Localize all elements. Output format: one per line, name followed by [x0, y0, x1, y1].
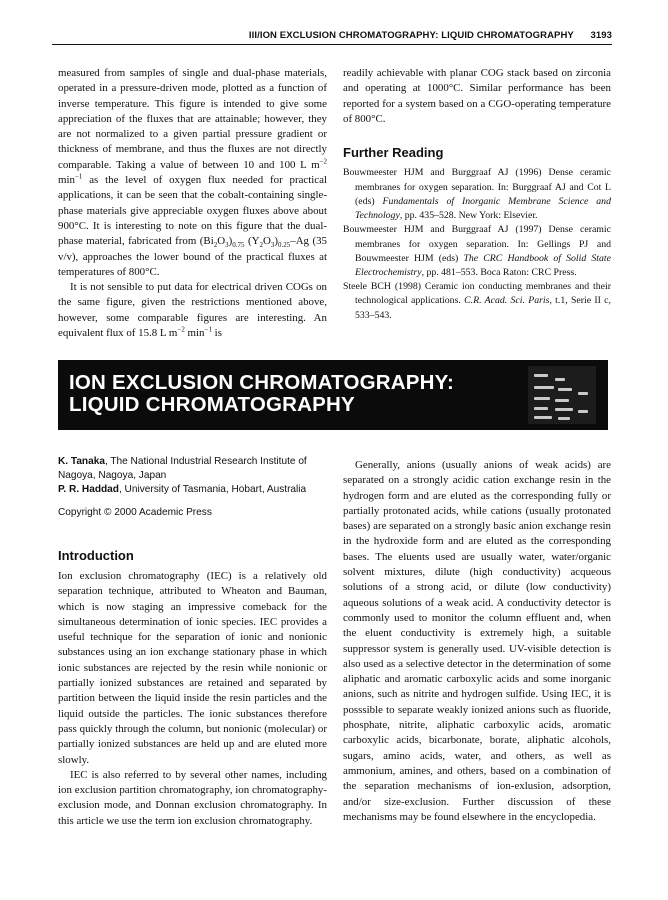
- intro-paragraph-2: IEC is also referred to by several other names, including ion exclusion partition chromatography, ion chromatography-exclusion mode, and Donnan exclusion chromatography. In this article we use the term ion exclusion chromatography.: [58, 768, 327, 827]
- band: [578, 392, 588, 395]
- intro-paragraph-1: Ion exclusion chromatography (IEC) is a relatively old separation technique, attributed to Wheaton and Bauman, which is now staging an impressive comeback for the simultaneous determination of ionic species. IEC provides a useful technique for the separation of ionic and nonionic substances using an ion exchange stationary phase in which ionic substances are rejected by the resin while nonionic or partially ionized substances are retained and separated by partition between the liquid inside the resin particles and the liquid outside the particles. The ionic substances therefore pass quickly through the column, but nonionic (molecular) or partially ionized substances are held up and are eluted more slowly.: [58, 570, 327, 766]
- band: [558, 388, 572, 391]
- band: [555, 408, 573, 411]
- article-title-banner: [58, 360, 608, 430]
- reference-item: Bouwmeester HJM and Burggraaf AJ (1996) Dense ceramic membranes for oxygen separation. In: Burggraaf AJ and Cot L (eds) Fundamentals of Inorganic Membrane Science and Technology, pp. 435–528. New York: Elsevier.: [343, 167, 611, 222]
- band: [534, 386, 554, 389]
- prev-article-left-column: [58, 66, 327, 341]
- author-entry: P. R. Haddad, University of Tasmania, Hobart, Australia: [58, 484, 307, 496]
- prev-paragraph-1: measured from samples of single and dual-phase materials, operated in a pressure-driven mode, plotted as a function of inverse temperature. This figure is intended to give some appreciation of the fluxes that are attainable; however, they are not normalized to a given partial pressure gradient or thickness of membrane, and thus the fluxes are not directly comparable. Taking a value of between 10 and 100 L $m^{-2}$ $\min^{-1}$ as the level of oxygen flux needed for practical applications, it can be seen that the cobalt-containing single-phase materials give appreciable oxygen fluxes above about 900°C. It is interesting to note on this figure that the dual-phase material, fabricated from $(Bi_2O_3)_{0.75}$ $(Y_2O_3)_{0.25}-Ag$ (35 v/v), approaches the lower bound of the practical fluxes at temperatures of 800°C.: [58, 67, 328, 278]
- introduction-heading: Introduction: [58, 548, 134, 563]
- further-reading-heading: Further Reading: [343, 145, 444, 161]
- author-entry: K. Tanaka, The National Industrial Research Institute of Nagoya, Nagoya, Japan: [58, 456, 307, 482]
- band: [534, 374, 548, 377]
- running-head: [52, 30, 612, 45]
- prev-paragraph-3: readily achievable with planar COG stack based on zirconia and operating at 1000°C. Similar performance has been reported for a system based on a CGO-operating temperature of 800°C.: [343, 67, 611, 125]
- prev-article-right-column: [343, 66, 611, 323]
- author-block: [58, 455, 327, 520]
- article-title: ION EXCLUSION CHROMATOGRAPHY: LIQUID CHROMATOGRAPHY: [69, 371, 455, 416]
- reference-list: [343, 166, 611, 322]
- page-number: 3193: [590, 30, 612, 41]
- intro-left-column: [58, 569, 327, 829]
- prev-paragraph-2: It is not sensible to put data for electrical driven COGs on the same figure, given the restrictions mentioned above, however, some comparable figures are interesting. An equivalent flux of 15.8 L $m^{-2}$ $\min^{-1}$ is: [58, 281, 327, 340]
- chromatogram-graphic: [528, 366, 596, 424]
- band: [555, 378, 565, 381]
- band: [534, 416, 552, 419]
- band: [534, 407, 548, 410]
- copyright-line: Copyright © 2000 Academic Press: [58, 506, 212, 518]
- intro-paragraph-3: Generally, anions (usually anions of weak acids) are separated on a strongly acidic cation exchange resin in the hydrogen form and are eluted as the corresponding fully or partially protonated acids, while cations (usually protonated bases) are separated on a strongly basic anion exchange resin in the hydroxide form and are eluted as the corresponding bases. The eluents used are usually water, water/organic solvent mixtures, dilute (high conductivity) acqueous solutions of a strong acid, or dilute (low conductivity) aqueous solutions of a weak acid. A conductivity detector is commonly used to monitor the column effluent and, when the eluent conductivity is extremely high, a suitable suppressor system is generally used. UV-visible detection is also used as a selective detector in the determination of some aliphatic and aromatic carboxylic acids and some inorganic anions, such as nitrite and hydrogen sulfide. Using IEC, it is posssible to separate weakly ionized anions such as fluoride, phosphate, nitrite, aliphatic carboxylic acids, aromatic carboxylic acids, bicarbonate, borate, aliphatic alcohols, sugars, amino acids, water, and others, as well as ammonium, amines, and others, based on a combination of the separation mechanisms of ion-exlusion, adsorption, and/or size-exclusion. Further discussion of these mechanisms may be found elsewhere in the encyclopedia.: [343, 459, 611, 823]
- running-title: III/ION EXCLUSION CHROMATOGRAPHY: LIQUID CHROMATOGRAPHY: [248, 30, 574, 41]
- reference-item: Bouwmeester HJM and Burggraaf AJ (1997) Dense ceramic membranes for oxygen separation. In: Gellings PJ and Bouwmeester HJM (eds) The CRC Handbook of Solid State Electrochemistry, pp. 481–553. Boca Raton: CRC Press.: [343, 224, 611, 278]
- band: [558, 417, 570, 420]
- band: [534, 397, 550, 400]
- reference-item: Steele BCH (1998) Ceramic ion conducting membranes and their technological applications. C.R. Acad. Sci. Paris, t.1, Serie II c, 533–543.: [343, 281, 611, 321]
- intro-right-column: [343, 458, 611, 825]
- band: [578, 410, 588, 413]
- band: [555, 399, 569, 402]
